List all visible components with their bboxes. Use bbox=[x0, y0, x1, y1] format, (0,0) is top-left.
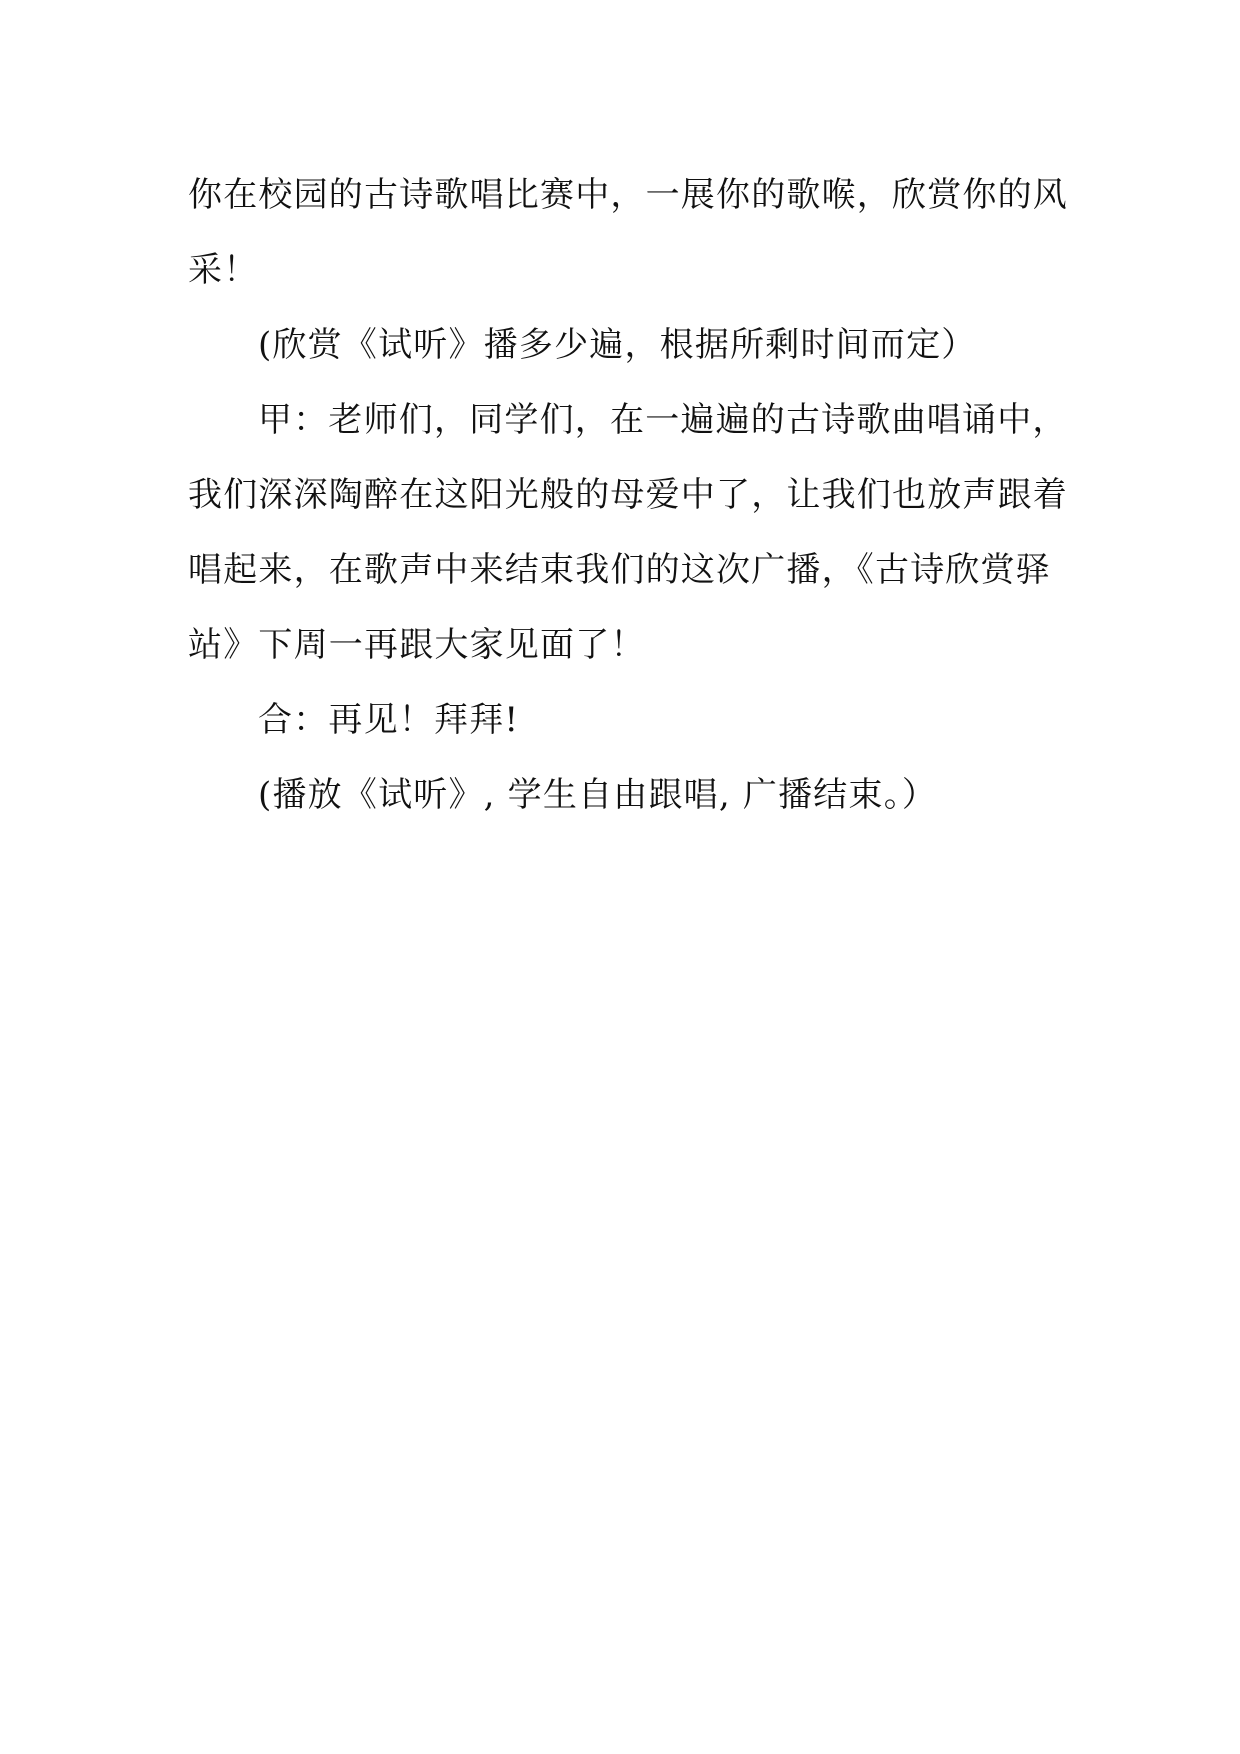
speaker-jia-line: 甲：老师们，同学们，在一遍遍的古诗歌曲唱诵中， bbox=[258, 400, 1068, 440]
body-line-2: 采！ bbox=[188, 250, 259, 290]
body-line-7: 站》下周一再跟大家见面了！ bbox=[188, 625, 646, 665]
document-body bbox=[188, 158, 1068, 833]
body-line-5: 我们深深陶醉在这阳光般的母爱中了，让我们也放声跟着 bbox=[188, 475, 1068, 515]
body-line-1: 你在校园的古诗歌唱比赛中，一展你的歌喉，欣赏你的风 bbox=[188, 175, 1068, 215]
stage-direction-2: (播放《试听》, 学生自由跟唱, 广播结束。） bbox=[258, 775, 938, 815]
stage-direction-1: (欣赏《试听》播多少遍，根据所剩时间而定） bbox=[258, 325, 977, 365]
speaker-he-line: 合：再见！拜拜! bbox=[258, 700, 520, 740]
body-line-6: 唱起来，在歌声中来结束我们的这次广播，《古诗欣赏驿 bbox=[188, 550, 1051, 590]
